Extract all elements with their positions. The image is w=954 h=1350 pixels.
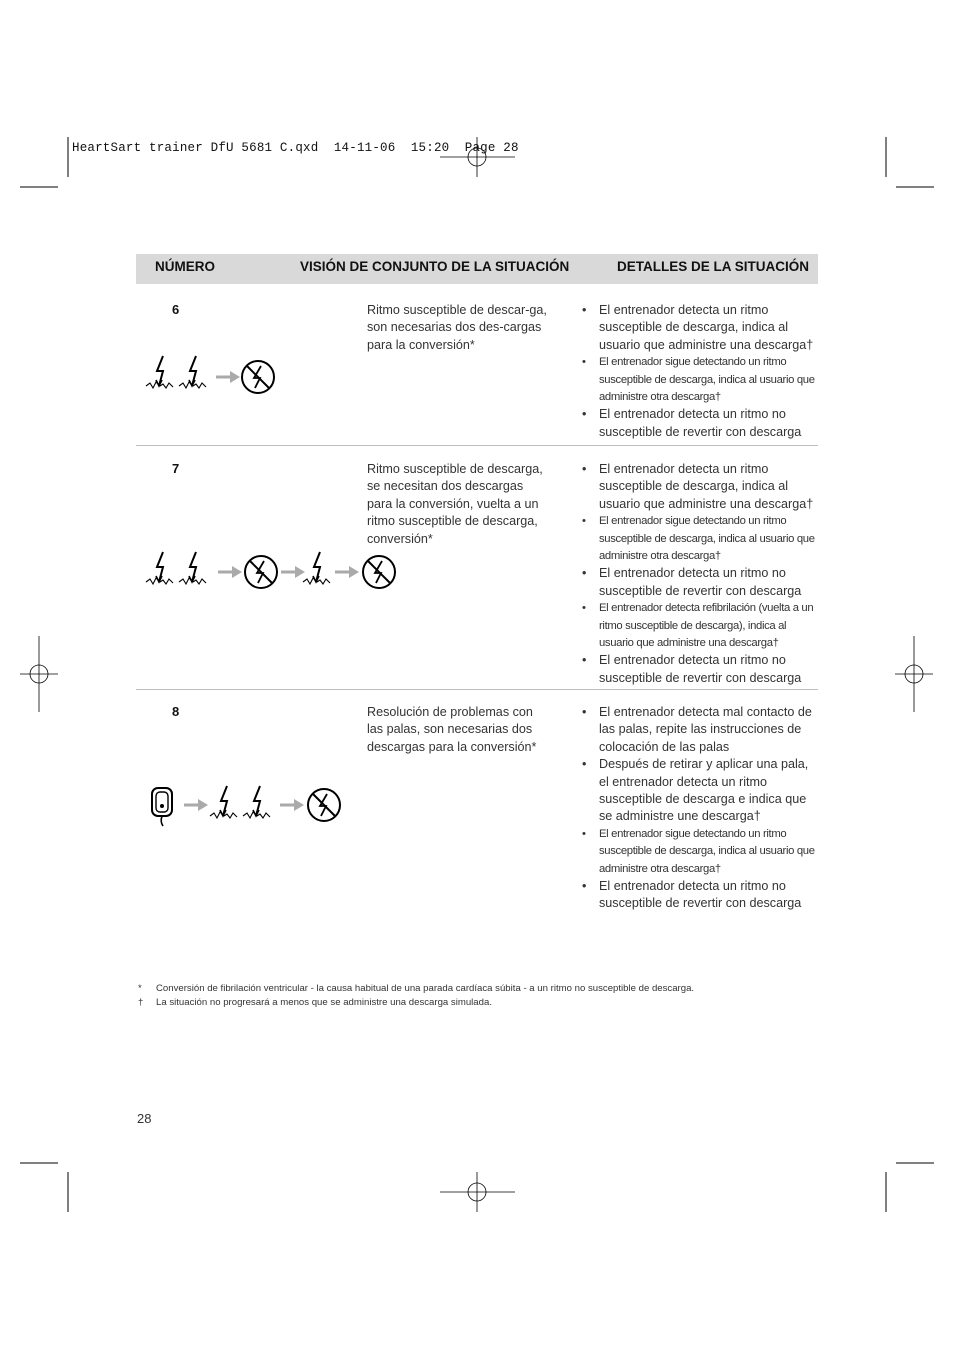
detail-item: • Después de retirar y aplicar una pala, el entrenador detecta un ritmo susceptible de descarga e indica que se administre une descarga†: [580, 756, 820, 826]
shock-icon: [179, 552, 206, 584]
detail-item: • El entrenador sigue detectando un ritmo susceptible de descarga, indica al usuario que administre otra descarga†: [580, 513, 820, 565]
footnotes: [136, 982, 694, 1010]
detail-item: • El entrenador detecta un ritmo no susceptible de revertir con descarga: [580, 406, 820, 441]
table-header: [136, 254, 818, 284]
row-divider: [136, 689, 818, 690]
header-number: NÚMERO: [155, 259, 215, 274]
shock-icon: [146, 356, 173, 388]
shock-icon: [210, 786, 237, 818]
footnote-text: La situación no progresará a menos que se administre una descarga simulada.: [156, 996, 492, 1008]
row-overview: Ritmo susceptible de descar-ga, son necesarias dos des-cargas para la conversión*: [367, 303, 547, 352]
shock-icon: [303, 552, 330, 584]
footnote-text: Conversión de fibrilación ventricular - la causa habitual de una parada cardíaca súbita - a un ritmo no susceptible de descarga.: [156, 983, 695, 994]
page-number: 28: [137, 1111, 152, 1126]
footnote-symbol: †: [138, 996, 144, 1008]
detail-item: • El entrenador sigue detectando un ritmo susceptible de descarga, indica al usuario que administre otra descarga†: [580, 354, 820, 406]
print-slug: HeartSart trainer DfU 5681 C.qxd 14-11-06 15:20 Page 28: [72, 141, 519, 155]
detail-item: • El entrenador sigue detectando un ritmo susceptible de descarga, indica al usuario que administre otra descarga†: [580, 826, 820, 878]
shock-icon: [179, 356, 206, 388]
arrow-icon: [335, 566, 359, 578]
row-icons: [136, 350, 296, 400]
row-icons: [136, 780, 356, 830]
detail-item: • El entrenador detecta mal contacto de las palas, repite las instrucciones de colocación de las palas: [580, 704, 820, 756]
arrow-icon: [281, 566, 305, 578]
detail-item: • El entrenador detecta un ritmo no susceptible de revertir con descarga: [580, 878, 820, 913]
detail-item: • El entrenador detecta un ritmo susceptible de descarga, indica al usuario que administre una descarga†: [580, 461, 820, 513]
shock-icon: [146, 552, 173, 584]
row-overview: Resolución de problemas con las palas, son necesarias dos descargas para la conversión*: [367, 705, 537, 754]
arrow-icon: [216, 371, 240, 383]
header-overview: VISIÓN DE CONJUNTO DE LA SITUACIÓN: [300, 259, 570, 274]
pad-icon: [152, 788, 172, 826]
arrow-icon: [218, 566, 242, 578]
no-shock-icon: [308, 789, 340, 821]
shock-icon: [243, 786, 270, 818]
row-overview: Ritmo susceptible de descarga, se necesitan dos descargas para la conversión, vuelta a un ritmo susceptible de descarga, conversión*: [367, 462, 543, 546]
arrow-icon: [280, 799, 304, 811]
footnote-symbol: *: [138, 983, 142, 994]
row-details: [580, 461, 820, 687]
row-number: 8: [172, 704, 180, 719]
row-details: [580, 704, 820, 913]
registration-mark-left: [20, 636, 58, 712]
row-number: 7: [172, 461, 180, 476]
arrow-icon: [184, 799, 208, 811]
registration-mark-right: [895, 636, 933, 712]
detail-item: • El entrenador detecta refibrilación (vuelta a un ritmo susceptible de descarga), indica al usuario que administre una descarga†: [580, 600, 820, 652]
no-shock-icon: [242, 361, 274, 393]
footnote: [136, 996, 694, 1010]
row-divider: [136, 445, 818, 446]
header-details: DETALLES DE LA SITUACIÓN: [617, 259, 809, 274]
detail-item: • El entrenador detecta un ritmo no susceptible de revertir con descarga: [580, 652, 820, 687]
detail-item: • El entrenador detecta un ritmo susceptible de descarga, indica al usuario que administre una descarga†: [580, 302, 820, 354]
registration-mark-bottom: [440, 1172, 515, 1212]
detail-item: • El entrenador detecta un ritmo no susceptible de revertir con descarga: [580, 565, 820, 600]
row-details: [580, 302, 820, 441]
no-shock-icon: [363, 556, 395, 588]
footnote: [136, 982, 694, 996]
row-number: 6: [172, 302, 180, 317]
row-icons: [136, 546, 406, 596]
no-shock-icon: [245, 556, 277, 588]
